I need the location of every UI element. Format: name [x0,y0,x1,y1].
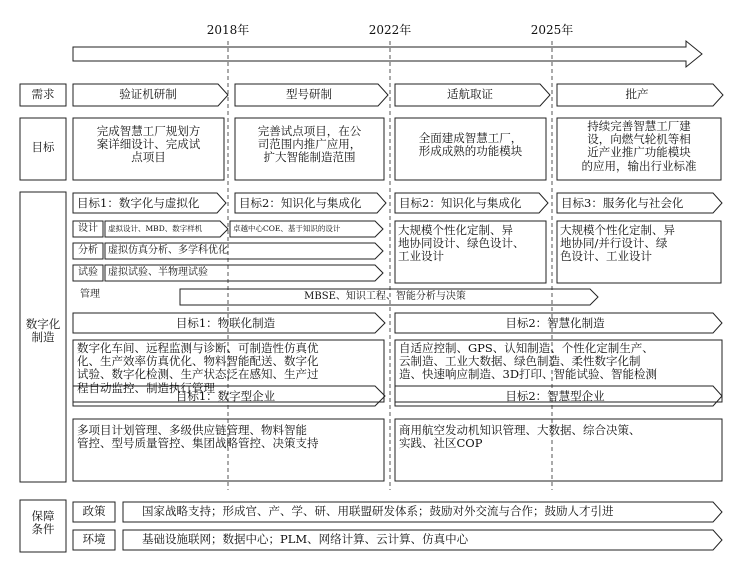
analysis-text: 虚拟仿真分析、多学科优化 [108,245,228,256]
s1-goal-1: 目标1：数字化与虚拟化 [77,196,200,210]
management-label: 管理 [80,289,100,300]
s1-block-3-text: 大规模个性化定制、异 地协同设计、绿色设计、 工业设计 [398,223,525,264]
digital-label: 数字化 制造 [25,317,61,345]
phase-label-1: 验证机研制 [119,87,177,101]
s3-goal-2: 目标2：智慧型企业 [505,389,605,403]
support-label: 保障 条件 [31,509,55,537]
policy-text: 国家战略支持；形成官、产、学、研、用联盟研发体系；鼓励对外交流与合作；鼓励人才引进 [142,504,614,518]
design-text: 虚拟设计、MBD、数字样机 [108,224,203,233]
s3-goal-1: 目标1：数字型企业 [175,389,276,403]
goal-text-1: 完成智慧工厂规划方 案详细设计、完成试 点项目 [96,124,201,165]
s1-goal-4: 目标3：服务化与社会化 [561,196,684,210]
s3-left-text: 多项目计划管理、多级供应链管理、物料智能 管控、型号质量管控、集团战略管控、决策支持 [77,423,319,451]
management-text: MBSE、知识工程、智能分析与决策 [304,291,466,302]
year-2025: 2025年 [530,23,574,37]
s2-right-text: 自适应控制、GPS、认知制造、个性化定制生产、 云制造、工业大数据、绿色制造、柔性数字化制 造、快速响应制造、3D打印、智能试验、智能检测 [399,341,658,382]
year-2022: 2022年 [368,23,412,37]
test-label: 试验 [78,267,98,278]
s1-block-4-text: 大规模个性化定制、异 地协同/并行设计、绿 色设计、工业设计 [560,223,675,264]
demand-label: 需求 [31,87,55,101]
phase-label-4: 批产 [625,87,649,101]
design-text-2: 卓越中心COE、基于知识的设计 [233,224,341,233]
test-text: 虚拟试验、半物理试验 [108,267,208,278]
policy-label: 政策 [82,504,106,518]
goal-text-2: 完善试点项目，在公 司范围内推广应用， 扩大智能制造范围 [257,124,362,165]
s1-goal-3: 目标2：知识化与集成化 [399,196,522,210]
s2-goal-1: 目标1：物联化制造 [175,316,276,330]
design-label: 设计 [78,223,98,234]
s2-left-text: 数字化车间、远程监测与诊断、可制造性仿真优 化、生产效率仿真优化、物料智能配送、数字化 试验、数字化检测、生产状态泛在感知、生产过 程自动监控、制造执行管理 [77,341,319,395]
s1-goal-2: 目标2：知识化与集成化 [239,196,362,210]
goal-label: 目标 [31,140,55,154]
year-2018: 2018年 [206,23,250,37]
goal-text-3: 全面建成智慧工厂， 形成成熟的功能模块 [418,131,523,159]
s2-goal-2: 目标2：智慧化制造 [505,316,605,330]
goal-text-4: 持续完善智慧工厂建 设，向燃气轮机等相 近产业推广功能模块 的应用，输出行业标准 [581,119,697,173]
env-label: 环境 [82,532,106,546]
timeline-arrow [73,41,702,67]
phase-label-3: 适航取证 [447,87,493,101]
analysis-label: 分析 [78,245,98,256]
phase-label-2: 型号研制 [286,87,332,101]
s3-right-text: 商用航空发动机知识管理、大数据、综合决策、 实践、社区COP [399,423,641,451]
env-text: 基础设施联网；数据中心；PLM、网络计算、云计算、仿真中心 [142,532,469,546]
